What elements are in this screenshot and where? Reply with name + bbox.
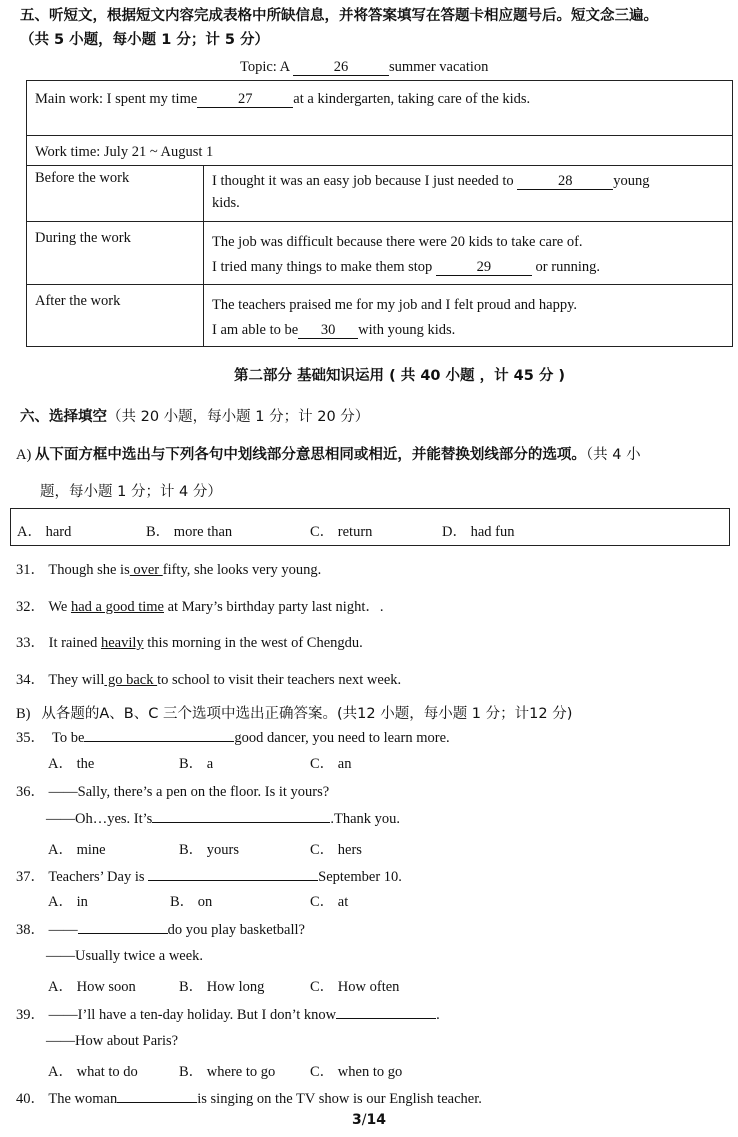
q36-num: 36． (16, 784, 45, 800)
before-line2: kids. (212, 195, 240, 211)
part-a-label: A) (16, 447, 32, 463)
q40-num: 40． (16, 1091, 45, 1107)
before-line1-prefix: I thought it was an easy job because I just needed to (212, 173, 514, 189)
q39-option-c: C． when to go (310, 1064, 403, 1080)
q39-num: 39． (16, 1007, 45, 1023)
section6-score: （共 20 小题，每小题 1 分；计 20 分） (107, 409, 370, 425)
blank-27: 27 (197, 92, 293, 108)
q38-option-b: B． How long (179, 979, 265, 995)
topic-suffix: summer vacation (388, 59, 489, 75)
after-content (204, 285, 733, 347)
q40-post: is singing on the TV show is our English teacher. (197, 1091, 482, 1107)
main-work-cell (27, 81, 733, 136)
q33-pre: It rained (48, 635, 101, 651)
main-work-suffix: at a kindergarten, taking care of the kids. (293, 91, 531, 107)
q39-option-a: A． what to do (48, 1064, 138, 1080)
question-40 (16, 1087, 482, 1108)
q36-line2-post: .Thank you. (330, 811, 401, 827)
q33-post: this morning in the west of Chengdu. (143, 635, 363, 651)
during-line2-prefix: I tried many things to make them stop (212, 259, 433, 275)
blank-26: 26 (293, 60, 389, 76)
q33-underlined: heavily (100, 635, 144, 651)
q32-pre: We (48, 599, 71, 615)
question-36 (16, 780, 329, 801)
question-38 (16, 918, 305, 939)
q33-num: 33． (16, 635, 45, 651)
q39-blank (336, 1018, 436, 1019)
q31-num: 31． (16, 562, 45, 578)
after-line1: The teachers praised me for my job and I felt proud and happy. (212, 297, 578, 313)
q36-line2 (46, 811, 400, 828)
question-35 (16, 726, 450, 747)
q37-option-a: A． in (48, 894, 88, 910)
part-a-score-1: （共 4 小 (585, 447, 641, 463)
q34-post: to school to visit their teachers next week. (157, 672, 402, 688)
q39-line2: ——How about Paris? (46, 1033, 179, 1049)
q37-option-b: B． on (170, 894, 213, 910)
q36-blank (152, 822, 330, 823)
q32-post: at Mary’s birthday party last night．. (164, 599, 384, 615)
topic-line (240, 59, 488, 76)
q32-underlined: had a good time (70, 599, 164, 615)
q38-line1-pre: —— (48, 922, 78, 938)
question-32 (16, 595, 383, 616)
q37-pre: Teachers’ Day is (48, 869, 145, 885)
during-content (204, 222, 733, 285)
before-label: Before the work (27, 166, 204, 222)
work-time-cell: Work time: July 21 ~ August 1 (27, 136, 733, 166)
question-34 (16, 668, 401, 689)
after-line2-prefix: I am able to be (212, 322, 299, 338)
q35-num: 35． (16, 730, 45, 746)
q36-option-c: C． hers (310, 842, 362, 858)
question-39 (16, 1003, 440, 1024)
section6-heading (20, 405, 369, 426)
q36-line2-pre: ——Oh…yes. It’s (46, 811, 153, 827)
q38-option-a: A． How soon (48, 979, 136, 995)
box-option-c: C． return (310, 524, 373, 540)
blank-28: 28 (517, 174, 613, 190)
q31-underlined: over (129, 562, 163, 578)
main-work-prefix: Main work: I spent my time (35, 91, 198, 107)
part-a-text: 从下面方框中选出与下列各句中划线部分意思相同或相近，并能替换划线部分的选项。 (34, 447, 586, 463)
q39-line1-post: . (436, 1007, 440, 1023)
blank-30: 30 (298, 323, 358, 339)
before-content (204, 166, 733, 222)
q37-blank (148, 880, 318, 881)
during-line1: The job was difficult because there were 20 kids to take care of. (212, 234, 583, 250)
q38-num: 38． (16, 922, 45, 938)
q36-line1: ——Sally, there’s a pen on the floor. Is it yours? (48, 784, 330, 800)
listening-table (26, 80, 733, 347)
section6-title: 六、选择填空 (20, 409, 107, 425)
question-31 (16, 558, 321, 579)
q35-post: good dancer, you need to learn more. (234, 730, 450, 746)
q32-num: 32． (16, 599, 45, 615)
after-label: After the work (27, 285, 204, 347)
part2-title: 第二部分 基础知识运用 ( 共 40 小题 ，计 45 分 ) (234, 368, 566, 384)
box-option-b: B． more than (146, 524, 233, 540)
q37-num: 37． (16, 869, 45, 885)
q35-option-a: A． the (48, 756, 95, 772)
page-current: 3 (352, 1112, 362, 1128)
q37-option-c: C． at (310, 894, 349, 910)
after-line2-suffix: with young kids. (358, 322, 456, 338)
box-option-a: A． hard (17, 524, 72, 540)
q40-pre: The woman (48, 1091, 118, 1107)
q36-option-b: B． yours (179, 842, 240, 858)
question-37 (16, 865, 402, 886)
during-label: During the work (27, 222, 204, 285)
q31-pre: Though she is (48, 562, 130, 578)
before-line1-suffix: young (613, 173, 650, 189)
q31-post: fifty, she looks very young. (162, 562, 322, 578)
q38-option-c: C． How often (310, 979, 400, 995)
q34-underlined: go back (104, 672, 158, 688)
q39-option-b: B． where to go (179, 1064, 276, 1080)
topic-prefix: Topic: A (240, 59, 290, 75)
page-total: 14 (366, 1112, 386, 1128)
q35-pre: To be (52, 730, 85, 746)
q38-line1-post: do you play basketball? (167, 922, 305, 938)
q38-blank (78, 933, 168, 934)
q40-blank (117, 1102, 197, 1103)
part-b-text: 从各题的A、B、C 三个选项中选出正确答案。(共12 小题，每小题 1 分；计12 分) (41, 706, 573, 722)
blank-29: 29 (436, 260, 532, 276)
q36-option-a: A． mine (48, 842, 106, 858)
page-number (0, 1112, 738, 1128)
q34-pre: They will (48, 672, 105, 688)
q35-blank (84, 741, 234, 742)
q38-line2: ——Usually twice a week. (46, 948, 204, 964)
part-b-label: B) (16, 706, 31, 722)
during-line2-suffix: or running. (535, 259, 600, 275)
q35-option-b: B． a (179, 756, 214, 772)
question-33 (16, 631, 363, 652)
q34-num: 34． (16, 672, 45, 688)
q39-line1-pre: ——I’ll have a ten-day holiday. But I don’t know (48, 1007, 337, 1023)
page-separator: / (361, 1112, 367, 1128)
q37-post: September 10. (318, 869, 402, 885)
part-a-instruction (16, 443, 641, 464)
q35-option-c: C． an (310, 756, 352, 772)
part-b-instruction (16, 702, 572, 723)
part-a-score-2: 题，每小题 1 分；计 4 分） (40, 484, 222, 500)
section5-heading: 五、听短文，根据短文内容完成表格中所缺信息，并将答案填写在答题卡相应题号后。短文念三遍。 (20, 8, 658, 24)
section5-score: （共 5 小题，每小题 1 分；计 5 分） (20, 32, 270, 48)
box-option-d: D． had fun (442, 524, 515, 540)
